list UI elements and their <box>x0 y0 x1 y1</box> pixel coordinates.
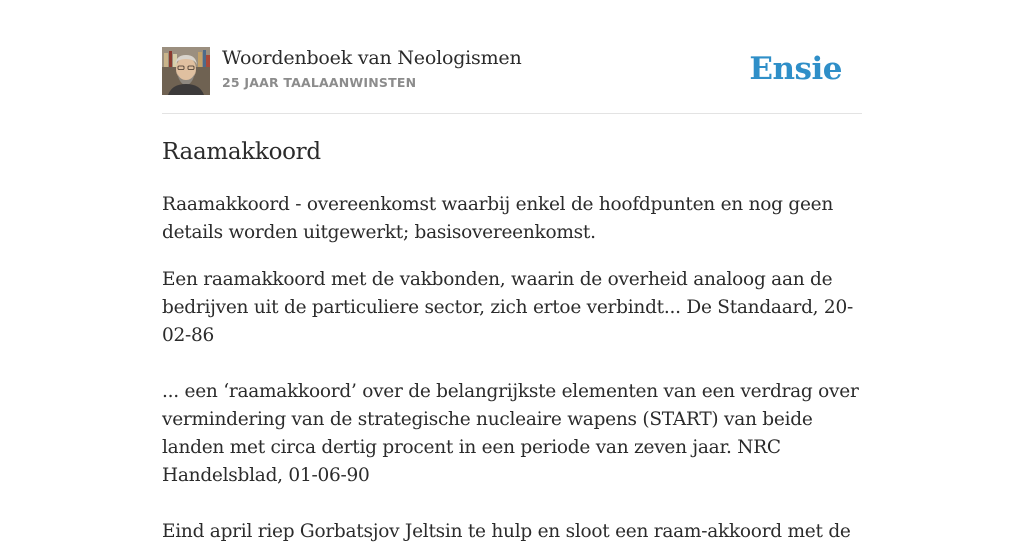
source-subtitle: 25 JAAR TAALAANWINSTEN <box>222 75 417 90</box>
source-title[interactable]: Woordenboek van Neologismen <box>222 47 522 69</box>
citation-2: ... een ‘raamakkoord’ over de belangrijkste elementen van een verdrag over vermindering van de strategische nucleaire wapens (START) van beide landen met circa dertig procent in een periode van zeven jaar. NRC Handelsblad, 01-06-90 <box>162 381 859 486</box>
author-avatar-icon[interactable] <box>162 47 210 95</box>
author-portrait-image <box>162 47 210 95</box>
dictionary-entry <box>162 136 862 546</box>
entry-title: Raamakkoord <box>162 139 321 165</box>
citation-3: Eind april riep Gorbatsjov Jeltsin te hulp en sloot een raam-akkoord met de <box>162 521 851 542</box>
ensie-logo[interactable]: Ensie <box>749 51 842 87</box>
header-divider <box>162 113 862 114</box>
entry-definition: Raamakkoord - overeenkomst waarbij enkel de hoofdpunten en nog geen details worden uitgewerkt; basisovereenkomst. <box>162 194 834 243</box>
source-header <box>162 46 862 96</box>
citation-1: Een raamakkoord met de vakbonden, waarin de overheid analoog aan de bedrijven uit de particuliere sector, zich ertoe verbindt... De Standaard, 20-02-86 <box>162 269 853 346</box>
